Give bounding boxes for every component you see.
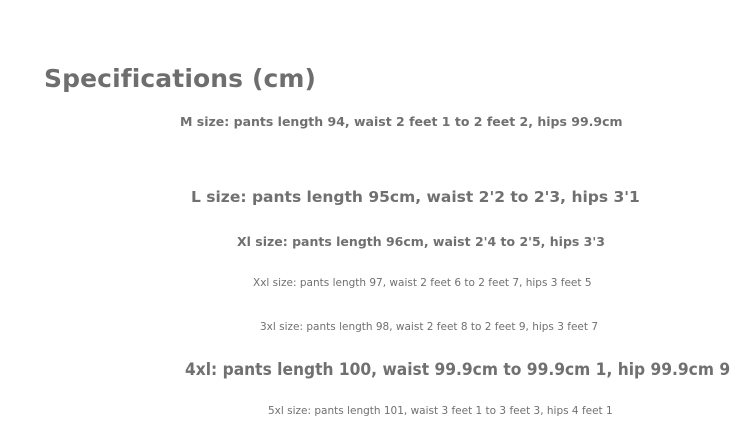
spec-line-l: L size: pants length 95cm, waist 2'2 to 2'3, hips 3'1 (191, 188, 640, 206)
spec-line-m: M size: pants length 94, waist 2 feet 1 to 2 feet 2, hips 99.9cm (180, 114, 623, 129)
spec-line-xxl: Xxl size: pants length 97, waist 2 feet 6 to 2 feet 7, hips 3 feet 5 (253, 277, 592, 289)
spec-line-4xl: 4xl: pants length 100, waist 99.9cm to 99.9cm 1, hip 99.9cm 9 (185, 360, 731, 379)
spec-line-xl: Xl size: pants length 96cm, waist 2'4 to 2'5, hips 3'3 (237, 234, 605, 249)
page-title: Specifications (cm) (44, 64, 317, 93)
spec-line-5xl: 5xl size: pants length 101, waist 3 feet 1 to 3 feet 3, hips 4 feet 1 (268, 405, 613, 417)
spec-line-3xl: 3xl size: pants length 98, waist 2 feet 8 to 2 feet 9, hips 3 feet 7 (260, 321, 599, 333)
